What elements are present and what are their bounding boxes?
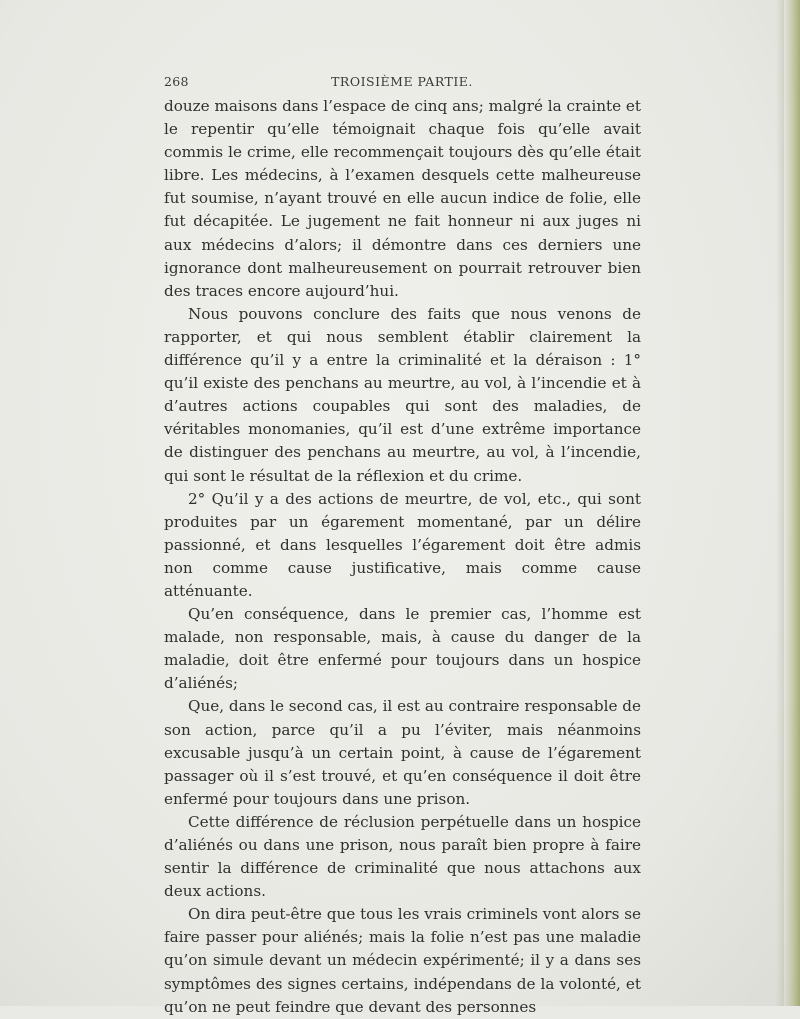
paragraph: Nous pouvons conclure des faits que nous venons de rapporter, et qui nous semblent établir clairement la différence qu’il y a entre la criminalité et la déraison : 1° qu’il existe des penchans au meurtre, au vol, à l’incendie et à d’autres actions coupables qui sont des maladies, de véritables monomanies, qu’il est d’une extrême importance de distinguer des penchans au meurtre, au vol, à l’incendie, qui sont le résultat de la réflexion et du crime. — [164, 304, 641, 485]
paragraph: On dira peut-être que tous les vrais criminels vont alors se faire passer pour aliénés; mais la folie n’est pas une maladie qu’on simule devant un médecin expérimenté; il y a dans ses symptômes des signes certains, indépendans de la volonté, et qu’on ne peut feindre que devant des personnes — [164, 905, 641, 1016]
paragraph: Cette différence de réclusion perpétuelle dans un hospice d’aliénés ou dans une prison, nous paraît bien propre à faire sentir la différence de criminalité que nous attachons aux deux actions. — [164, 812, 641, 901]
page-edge-shading — [776, 0, 784, 1006]
section-title: TROISIÈME PARTIE. — [331, 74, 473, 89]
page-edge-binding — [784, 0, 800, 1006]
paragraph-continuation: douze maisons dans l’espace de cinq ans; malgré la crainte et le repentir qu’elle témoignait chaque fois qu’elle avait commis le crime, elle recommençait toujours dès qu’elle était libre. Les médecins, à l’examen desquels cette malheureuse fut soumise, n’ayant trouvé en elle aucun indice de folie, elle fut décapitée. Le jugement ne fait honneur ni aux juges ni aux médecins d’alors; il démontre dans ces derniers une ignorance dont malheureusement on pourrait retrouver bien des traces encore aujourd’hui. — [164, 97, 641, 300]
running-header — [164, 74, 640, 94]
body-text — [164, 95, 641, 1019]
paragraph: 2° Qu’il y a des actions de meurtre, de vol, etc., qui sont produites par un égarement momentané, par un délire passionné, et dans lesquelles l’égarement doit être admis non comme cause justificative, mais comme cause atténuante. — [164, 489, 641, 600]
paragraph: Que, dans le second cas, il est au contraire responsable de son action, parce qu’il a pu l’éviter, mais néanmoins excusable jusqu’à un certain point, à cause de l’égarement passager où il s’est trouvé, et qu’en conséquence il doit être enfermé pour toujours dans une prison. — [164, 697, 641, 808]
page-number: 268 — [164, 74, 189, 89]
paragraph: Qu’en conséquence, dans le premier cas, l’homme est malade, non responsable, mais, à cause du danger de la maladie, doit être enfermé pour toujours dans un hospice d’aliénés; — [164, 605, 641, 693]
